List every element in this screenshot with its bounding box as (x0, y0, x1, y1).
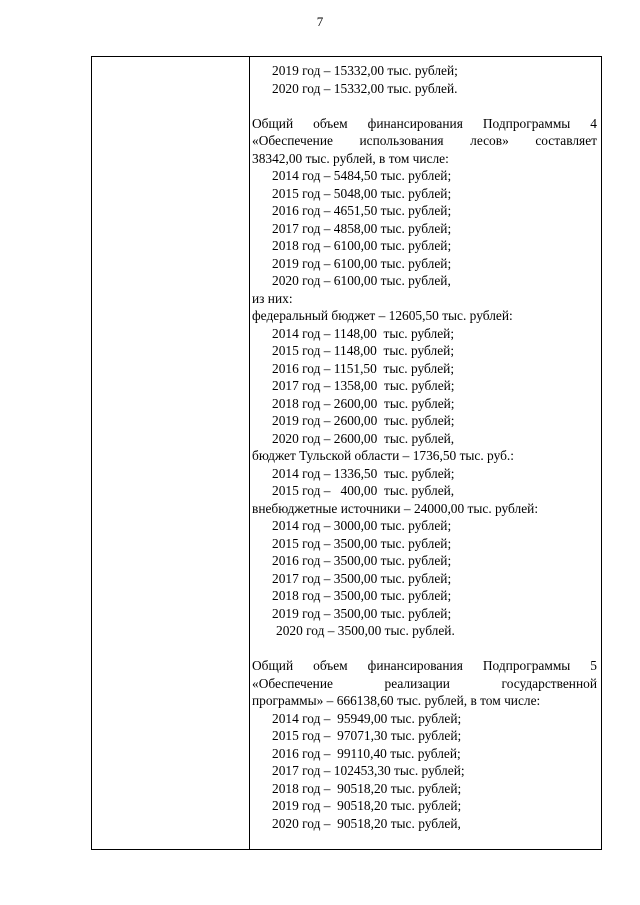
subprogram4-intro: 38342,00 тыс. рублей, в том числе: (252, 150, 449, 166)
extrabudget-year: 2020 год – 3500,00 тыс. рублей. (276, 623, 455, 638)
extrabudget-year: 2017 год – 3500,00 тыс. рублей; (272, 570, 452, 586)
subprogram5-intro: «Обеспечение реализации государственной (252, 675, 597, 691)
financing-table (91, 56, 602, 850)
extrabudget-year: 2018 год – 3500,00 тыс. рублей; (272, 588, 452, 603)
subprogram4-year: 2016 год – 4651,50 тыс. рублей; (272, 203, 452, 218)
subprogram5-year: 2017 год – 102453,30 тыс. рублей; (272, 763, 465, 778)
federal-budget-header: федеральный бюджет – 12605,50 тыс. рублей: (252, 308, 513, 323)
subprogram4-intro: «Обеспечение использования лесов» составляет (252, 133, 597, 148)
subprogram5-year: 2016 год – 99110,40 тыс. рублей; (272, 745, 461, 761)
regional-budget-year: 2014 год – 1336,50 тыс. рублей; (272, 465, 455, 481)
financing-cell (252, 62, 597, 832)
subprogram5-year: 2020 год – 90518,20 тыс. рублей, (272, 815, 461, 831)
extrabudget-year: 2016 год – 3500,00 тыс. рублей; (272, 553, 452, 568)
subprogram5-intro: Общий объем финансирования Подпрограммы 5 (252, 658, 597, 673)
federal-budget-year: 2018 год – 2600,00 тыс. рублей; (272, 395, 455, 411)
extrabudget-year: 2014 год – 3000,00 тыс. рублей; (272, 518, 452, 533)
continuation-line: 2019 год – 15332,00 тыс. рублей; (272, 63, 458, 78)
federal-budget-year: 2014 год – 1148,00 тыс. рублей; (272, 325, 455, 341)
subprogram4-year: 2020 год – 6100,00 тыс. рублей, (272, 273, 451, 288)
regional-budget-header: бюджет Тульской области – 1736,50 тыс. руб.: (252, 448, 514, 463)
extrabudget-header: внебюджетные источники – 24000,00 тыс. рублей: (252, 500, 539, 516)
federal-budget-year: 2015 год – 1148,00 тыс. рублей; (272, 343, 455, 358)
federal-budget-year: 2017 год – 1358,00 тыс. рублей; (272, 378, 455, 393)
subprogram4-year: 2018 год – 6100,00 тыс. рублей; (272, 238, 452, 253)
extrabudget-year: 2019 год – 3500,00 тыс. рублей; (272, 605, 452, 621)
subprogram4-year: 2017 год – 4858,00 тыс. рублей; (272, 220, 452, 236)
subprogram4-year: 2015 год – 5048,00 тыс. рублей; (272, 185, 452, 201)
subprogram5-year: 2018 год – 90518,20 тыс. рублей; (272, 780, 462, 796)
extrabudget-year: 2015 год – 3500,00 тыс. рублей; (272, 535, 452, 551)
subprogram4-intro: Общий объем финансирования Подпрограммы 4 (252, 115, 597, 131)
federal-budget-year: 2016 год – 1151,50 тыс. рублей; (272, 360, 455, 376)
subprogram4-year: 2014 год – 5484,50 тыс. рублей; (272, 168, 452, 183)
of-which-label: из них: (252, 290, 293, 306)
column-divider (249, 57, 250, 849)
regional-budget-year: 2015 год – 400,00 тыс. рублей, (272, 483, 455, 498)
subprogram5-year: 2015 год – 97071,30 тыс. рублей; (272, 728, 462, 743)
page-number: 7 (316, 14, 324, 29)
federal-budget-year: 2020 год – 2600,00 тыс. рублей, (272, 430, 455, 446)
continuation-line: 2020 год – 15332,00 тыс. рублей. (272, 80, 458, 96)
subprogram5-year: 2014 год – 95949,00 тыс. рублей; (272, 710, 462, 726)
subprogram5-year: 2019 год – 90518,20 тыс. рублей; (272, 798, 462, 813)
federal-budget-year: 2019 год – 2600,00 тыс. рублей; (272, 413, 455, 428)
subprogram4-year: 2019 год – 6100,00 тыс. рублей; (272, 255, 452, 271)
subprogram5-intro: программы» – 666138,60 тыс. рублей, в том числе: (252, 693, 541, 708)
